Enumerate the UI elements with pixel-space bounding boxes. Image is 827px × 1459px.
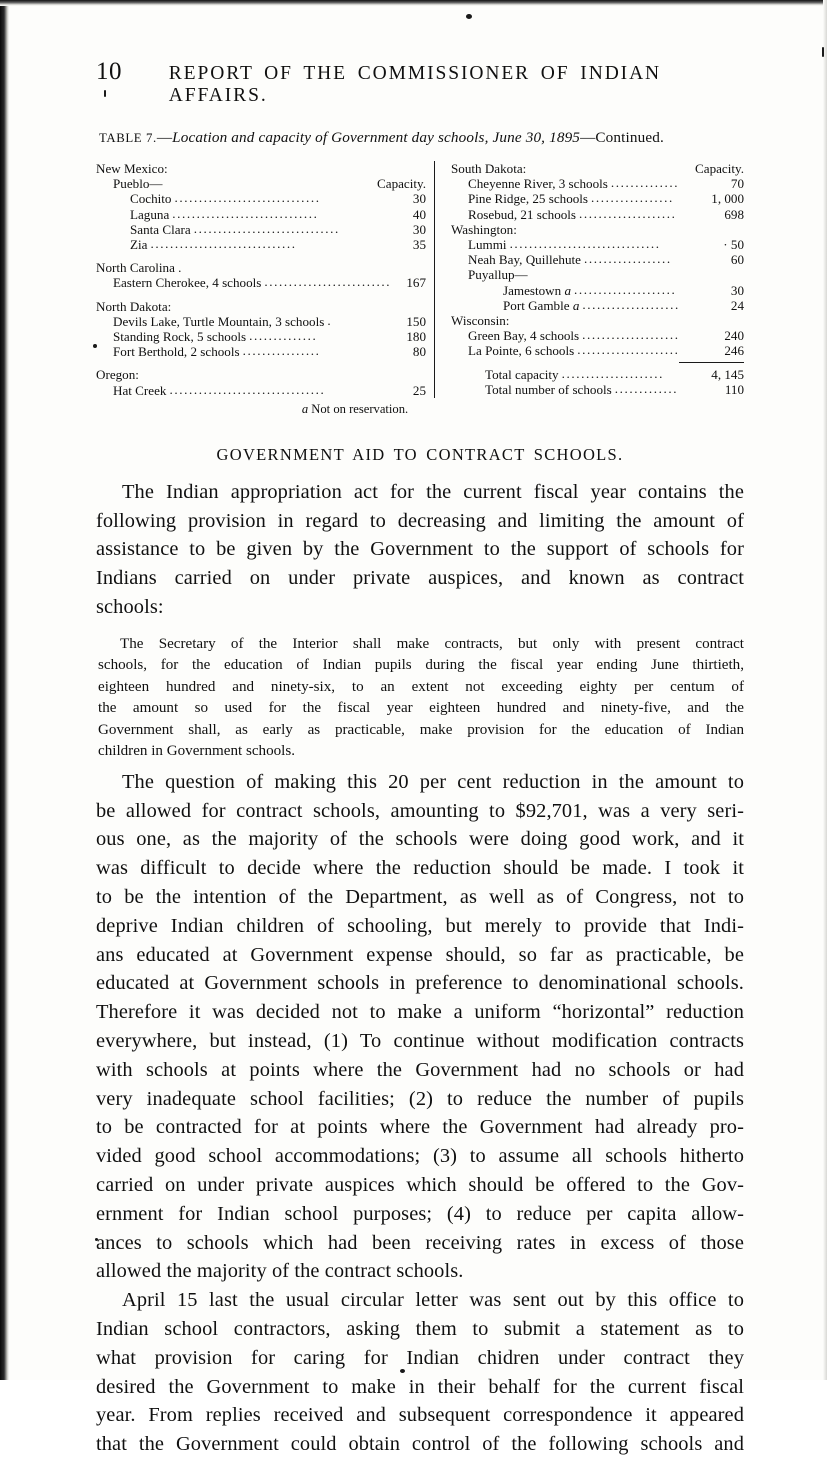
table-row-label: Lummi [468, 237, 507, 253]
leader-dots: . [327, 312, 333, 328]
leader-dots: .............................. [150, 236, 297, 252]
table-group-label: Oregon: [96, 367, 139, 383]
table-row [96, 383, 426, 398]
table-row-value: 35 [412, 237, 426, 253]
capacity-header: Capacity. [377, 176, 426, 192]
table-row-label: Cheyenne River, 3 schools [468, 176, 608, 192]
table-row-value: 30 [412, 191, 426, 207]
text-line: was difficult to decide where the reduction should be made. I took it [96, 857, 744, 880]
table-row-value: 60 [730, 252, 744, 268]
text-line: ernment for Indian school purposes; (4) to reduce per capita allow- [96, 1202, 744, 1225]
table-row-label: Fort Berthold, 2 schools [113, 344, 240, 360]
table-row [451, 176, 744, 191]
text-line: very inadequate school facilities; (2) to reduce the number of pupils [96, 1087, 744, 1110]
text-line: allowed the majority of the contract schools. [96, 1260, 464, 1283]
day-schools-table [96, 161, 744, 398]
table-row [451, 252, 744, 267]
leader-dots: ..................... [574, 281, 677, 297]
table-caption-title: Location and capacity of Government day schools, June 30, 1895 [172, 129, 581, 146]
text-line: Therefore it was decided not to make a uniform “horizontal” reduction [96, 1001, 744, 1024]
text-line: Indians carried on under private auspices, and known as contract [96, 567, 744, 590]
table-row-label: Rosebud, 21 schools [468, 206, 577, 222]
text-line: ans educated at Government expense should, so far as practicable, be [96, 943, 744, 966]
text-line: to be contracted for at points where the Government had already pro- [96, 1116, 744, 1139]
table-left-column [96, 161, 434, 398]
paragraph-1 [96, 478, 744, 622]
text-line: deprive Indian children of schooling, but merely to provide that Indi- [96, 914, 744, 937]
running-head-title: REPORT OF THE COMMISSIONER OF INDIAN AFFAIRS. [168, 63, 662, 106]
table-spacer [96, 359, 426, 367]
table-row-value: 246 [724, 343, 744, 359]
text-line: April 15 last the usual circular letter was sent out by this office to [122, 1289, 744, 1312]
table-subgroup-heading [96, 176, 426, 191]
leader-dots: ..................... [577, 342, 680, 358]
text-line: to be the intention of the Department, as well as of Congress, not to [96, 886, 744, 909]
table-caption-label: TABLE 7. [99, 131, 157, 145]
leader-dots: .............................. [174, 190, 321, 206]
table-row-value: 180 [406, 329, 426, 345]
text-line: schools: [96, 596, 164, 619]
scan-speck [822, 47, 824, 57]
table-group-heading [96, 161, 426, 176]
table-total-label: Total number of schools [485, 381, 612, 397]
table-row-label: Jamestown a [503, 282, 572, 298]
text-line: year. From replies received and subsequent correspondence it appeared [96, 1404, 744, 1427]
text-line: children in Government schools. [98, 743, 296, 760]
table-row-label: Eastern Cherokee, 4 schools [113, 275, 262, 291]
table-row [96, 191, 426, 206]
table-group-label: North Carolina . [96, 260, 182, 276]
table-total-row [451, 382, 744, 397]
footnote-marker: a [301, 401, 309, 416]
table-footnote [96, 402, 744, 417]
leader-dots: .................... [579, 205, 677, 221]
table-total-row [451, 367, 744, 382]
table-row-value: 80 [412, 344, 426, 360]
table-row-label: Hat Creek [113, 382, 167, 398]
table-row [451, 207, 744, 222]
leader-dots: ................ [242, 343, 321, 359]
leader-dots: ............. [614, 380, 679, 396]
table-row-value: 167 [406, 275, 426, 291]
table-row-label: La Pointe, 6 schools [468, 343, 575, 359]
table-row-value: 30 [730, 282, 744, 298]
leader-dots: .............. [610, 175, 680, 191]
table-row-value: 40 [412, 206, 426, 222]
table-row-value: 30 [412, 221, 426, 237]
leader-dots: .............................. [172, 205, 319, 221]
table-row [451, 298, 744, 313]
text-line: The Indian appropriation act for the current fiscal year contains the [122, 480, 744, 503]
text-line: The Secretary of the Interior shall make contracts, but only with present contract [120, 635, 744, 652]
table-row-label: Cochito [130, 191, 172, 207]
text-line: Government shall, as early as practicable, make provision for the education of Indian [98, 721, 744, 738]
table-row-value: 70 [730, 176, 744, 192]
totals-rule [679, 362, 744, 363]
footnote-text: Not on reservation. [311, 401, 409, 416]
text-line: ous one, as the majority of the schools were doing good work, and it [96, 828, 744, 851]
table-right-column [434, 161, 744, 398]
table-group-label: Washington: [451, 221, 517, 237]
table-row-value: 240 [724, 328, 744, 344]
table-row-value: 1, 000 [711, 191, 744, 207]
table-group-heading [96, 299, 426, 314]
table-group-heading [451, 222, 744, 237]
leader-dots: .................. [583, 251, 672, 267]
table-row-label: Devils Lake, Turtle Mountain, 3 schools [113, 313, 325, 329]
table-row [451, 343, 744, 358]
table-group-label: New Mexico: [96, 161, 168, 176]
text-line: following provision in regard to decreasing and limiting the amount of [96, 509, 744, 532]
table-row [451, 328, 744, 343]
table-row-label: Santa Clara [130, 221, 191, 237]
table-total-value: 110 [724, 381, 744, 397]
table-row [96, 222, 426, 237]
text-line: that the Government could obtain control of the following schools and [96, 1433, 744, 1456]
leader-dots: ............................... [509, 236, 661, 252]
text-line: ances to schools which had been receiving rates in excess of those [96, 1231, 744, 1254]
quoted-statute-block [96, 634, 744, 763]
table-subgroup-heading [451, 267, 744, 282]
table-row [96, 207, 426, 222]
table-row-label: Port Gamble a [503, 297, 580, 313]
table-total-value: 4, 145 [711, 366, 744, 382]
text-line: vided good school accommodations; (3) to assume all schools hitherto [96, 1145, 744, 1168]
table-group-label: North Dakota: [96, 298, 172, 314]
page-number: 10 [96, 58, 122, 85]
table-row-label: Zia [130, 237, 148, 253]
table-row [96, 237, 426, 252]
table-spacer [96, 252, 426, 260]
table-row-value: · 50 [723, 237, 744, 253]
table-caption [96, 129, 744, 147]
text-line: what provision for caring for Indian chidren under contract they [96, 1346, 744, 1369]
table-row-label: Standing Rock, 5 schools [113, 329, 247, 345]
table-spacer [96, 291, 426, 299]
footnote-marker: a [564, 282, 572, 298]
table-subgroup-label: Puyallup— [468, 267, 528, 283]
table-row-label: Neah Bay, Quillehute [468, 252, 581, 268]
running-head [96, 58, 744, 107]
leader-dots: ................................ [169, 381, 326, 397]
text-line: schools, for the education of Indian pupils during the fiscal year ending June thirtieth, [98, 657, 744, 674]
table-subgroup-label: Pueblo— [113, 176, 163, 192]
capacity-header: Capacity. [695, 161, 744, 176]
text-line: be allowed for contract schools, amounting to $92,701, was a very seri- [96, 799, 744, 822]
text-line: Indian school contractors, asking them to submit a statement as to [96, 1317, 744, 1340]
table-total-label: Total capacity [485, 366, 559, 382]
text-line: educated at Government schools in preference to denominational schools. [96, 972, 744, 995]
table-group-label: Wisconsin: [451, 313, 510, 329]
leader-dots: ................. [591, 190, 674, 206]
table-group-heading [451, 161, 744, 176]
table-row-label: Green Bay, 4 schools [468, 328, 580, 344]
table-caption-tail: —Continued. [580, 129, 664, 146]
table-row-value: 150 [406, 313, 426, 329]
text-line: The question of making this 20 per cent reduction in the amount to [122, 770, 744, 793]
leader-dots: .................... [582, 327, 680, 343]
table-row [96, 344, 426, 359]
table-row [451, 191, 744, 206]
table-row [451, 283, 744, 298]
table-row-value: 25 [412, 382, 426, 398]
table-group-heading [451, 313, 744, 328]
leader-dots: .............. [249, 328, 318, 344]
table-row [96, 275, 426, 290]
table-group-heading [96, 260, 426, 275]
paragraph-3 [96, 1286, 744, 1459]
page-content [96, 0, 744, 1459]
footnote-marker: a [572, 297, 580, 313]
table-group-heading [96, 367, 426, 382]
table-row [96, 314, 426, 329]
text-line: carried on under private auspices which should be offered to the Gov- [96, 1173, 744, 1196]
table-row-label: Laguna [130, 206, 170, 222]
paragraph-2 [96, 768, 744, 1286]
section-heading: GOVERNMENT AID TO CONTRACT SCHOOLS. [216, 444, 624, 464]
scan-edge-right [823, 0, 827, 1380]
table-row-value: 24 [730, 297, 744, 313]
text-line: assistance to be given by the Government to the support of schools for [96, 538, 744, 561]
table-row [96, 329, 426, 344]
text-line: the amount so used for the fiscal year eighteen hundred and ninety-five, and the [98, 700, 744, 717]
text-line: eighteen hundred and ninety-six, to an extent not exceeding eighty per centum of [98, 678, 744, 695]
text-line: desired the Government to make in their behalf for the current fiscal [96, 1375, 744, 1398]
table-row-label: Pine Ridge, 25 schools [468, 191, 589, 207]
leader-dots: .............................. [193, 220, 340, 236]
table-row-value: 698 [724, 206, 744, 222]
table-group-label: South Dakota: [451, 161, 527, 176]
leader-dots: .......................... [264, 274, 392, 290]
table-caption-dash: — [156, 129, 173, 146]
table-row [451, 237, 744, 252]
leader-dots: .................... [582, 296, 680, 312]
leader-dots: ..................... [561, 365, 664, 381]
text-line: with schools at points where the Government had no schools or had [96, 1058, 744, 1081]
scan-edge-left [0, 0, 9, 1380]
text-line: everywhere, but instead, (1) To continue without modification contracts [96, 1030, 744, 1052]
